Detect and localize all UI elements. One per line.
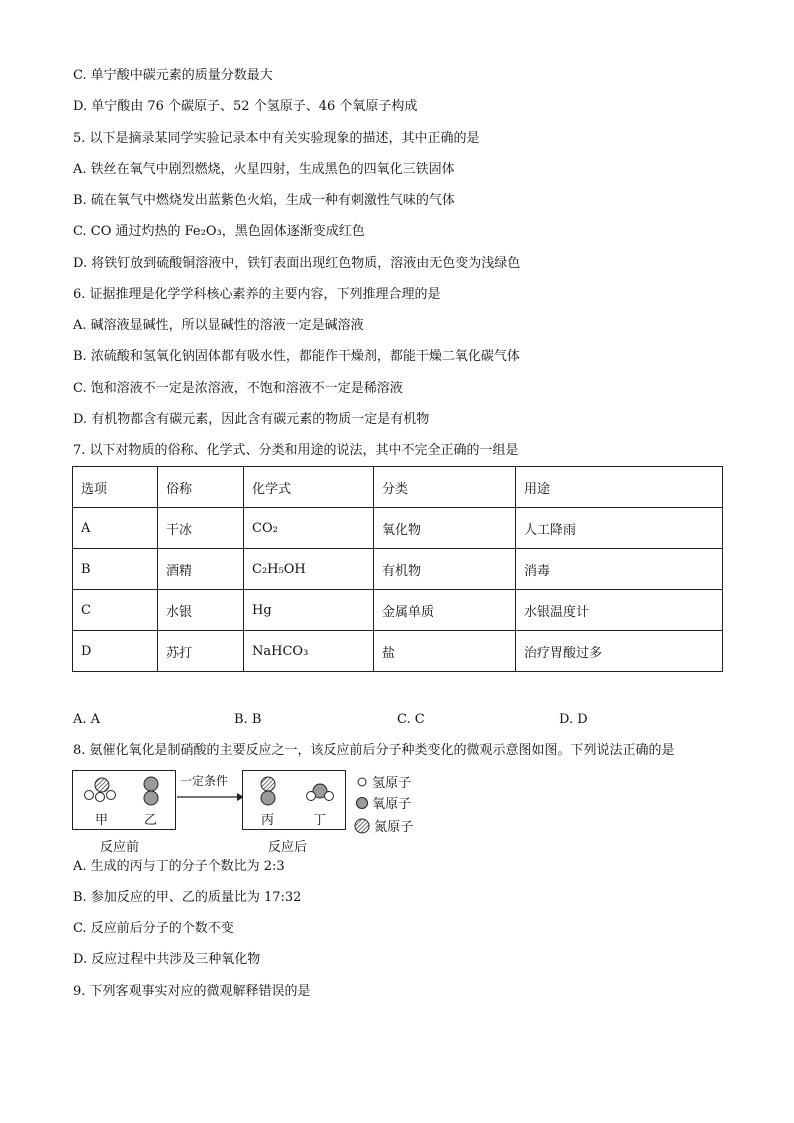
label-bing: 丙	[261, 813, 275, 828]
option-6b: B. 浓硫酸和氢氧化钠固体都有吸水性，都能作干燥剂，都能干燥二氧化碳气体	[73, 349, 520, 364]
option-6c: C. 饱和溶液不一定是浓溶液，不饱和溶液不一定是稀溶液	[73, 381, 403, 396]
table-row	[73, 631, 723, 672]
table-row	[73, 590, 723, 631]
table-cell: Hg	[244, 590, 374, 631]
choice-d: D. D	[559, 712, 588, 727]
table-cell: 治疗胃酸过多	[516, 631, 723, 672]
option-5d: D. 将铁钉放到硫酸铜溶液中，铁钉表面出现红色物质，溶液由无色变为浅绿色	[73, 256, 521, 271]
nitrogen-atom-icon	[354, 818, 370, 834]
table-row	[73, 549, 723, 590]
table-cell: 金属单质	[374, 590, 516, 631]
legend-hydrogen: 氢原子	[356, 772, 411, 791]
option-8d: D. 反应过程中共涉及三种氧化物	[73, 952, 261, 967]
table-header-cell: 化学式	[244, 467, 374, 508]
option-4d: D. 单宁酸由 76 个碳原子、52 个氢原子、46 个氧原子构成	[73, 99, 418, 114]
option-5b: B. 硫在氧气中燃烧发出蓝紫色火焰，生成一种有刺激性气味的气体	[73, 193, 455, 208]
before-caption: 反应前	[100, 840, 140, 855]
table-cell: 人工降雨	[516, 508, 723, 549]
table-cell: NaHCO₃	[244, 631, 374, 672]
after-box	[242, 770, 346, 830]
table-cell: 水银	[158, 590, 244, 631]
substance-table	[72, 466, 723, 672]
choice-a: A. A	[73, 712, 101, 727]
table-cell: CO₂	[244, 508, 374, 549]
oxygen-atom-icon	[356, 797, 368, 809]
table-cell: 酒精	[158, 549, 244, 590]
table-cell: A	[73, 508, 158, 549]
table-cell: 盐	[374, 631, 516, 672]
option-6a: A. 碱溶液显碱性，所以显碱性的溶液一定是碱溶液	[73, 318, 364, 333]
table-cell: 苏打	[158, 631, 244, 672]
table-cell: 消毒	[516, 549, 723, 590]
legend-oxygen: 氧原子	[356, 793, 411, 812]
label-yi: 乙	[144, 813, 158, 828]
question-6: 6. 证据推理是化学学科核心素养的主要内容，下列推理合理的是	[73, 287, 441, 302]
table-cell: C	[73, 590, 158, 631]
option-4c: C. 单宁酸中碳元素的质量分数最大	[73, 68, 273, 83]
option-5c: C. CO 通过灼热的 Fe₂O₃，黑色固体逐渐变成红色	[73, 224, 365, 239]
table-cell: C₂H₅OH	[244, 549, 374, 590]
q7-choices	[73, 712, 723, 730]
question-9: 9. 下列客观事实对应的微观解释错误的是	[73, 984, 311, 999]
table-cell: 水银温度计	[516, 590, 723, 631]
table-header-cell: 俗称	[158, 467, 244, 508]
table-header-row	[73, 467, 723, 508]
table-header-cell: 分类	[374, 467, 516, 508]
hydrogen-atom-icon	[356, 776, 368, 788]
question-7: 7. 以下对物质的俗称、化学式、分类和用途的说法，其中不完全正确的一组是	[73, 443, 519, 458]
oxygen-molecule-icon	[73, 771, 175, 829]
choice-c: C. C	[397, 712, 425, 727]
reaction-diagram	[72, 770, 432, 856]
legend-nitrogen: 氮原子	[354, 816, 413, 835]
table-cell: 干冰	[158, 508, 244, 549]
table-header-cell: 选项	[73, 467, 158, 508]
table-cell: B	[73, 549, 158, 590]
arrow-label: 一定条件	[180, 774, 229, 788]
option-5a: A. 铁丝在氧气中剧烈燃烧，火星四射，生成黑色的四氧化三铁固体	[73, 162, 455, 177]
table-cell: 氧化物	[374, 508, 516, 549]
option-8b: B. 参加反应的甲、乙的质量比为 17:32	[73, 890, 302, 905]
question-8: 8. 氨催化氧化是制硝酸的主要反应之一，该反应前后分子种类变化的微观示意图如图。下列说法正确的是	[73, 743, 675, 758]
water-molecule-icon	[243, 771, 345, 829]
label-jia: 甲	[95, 813, 109, 828]
option-6d: D. 有机物都含有碳元素，因此含有碳元素的物质一定是有机物	[73, 412, 430, 427]
table-cell: D	[73, 631, 158, 672]
table-cell: 有机物	[374, 549, 516, 590]
option-8a: A. 生成的丙与丁的分子个数比为 2:3	[73, 859, 285, 874]
before-box	[72, 770, 176, 830]
table-row	[73, 508, 723, 549]
after-caption: 反应后	[268, 840, 308, 855]
arrow-right-icon	[175, 790, 245, 804]
label-ding: 丁	[313, 813, 327, 828]
question-5: 5. 以下是摘录某同学实验记录本中有关实验现象的描述，其中正确的是	[73, 131, 480, 146]
choice-b: B. B	[234, 712, 262, 727]
table-header-cell: 用途	[516, 467, 723, 508]
option-8c: C. 反应前后分子的个数不变	[73, 921, 234, 936]
